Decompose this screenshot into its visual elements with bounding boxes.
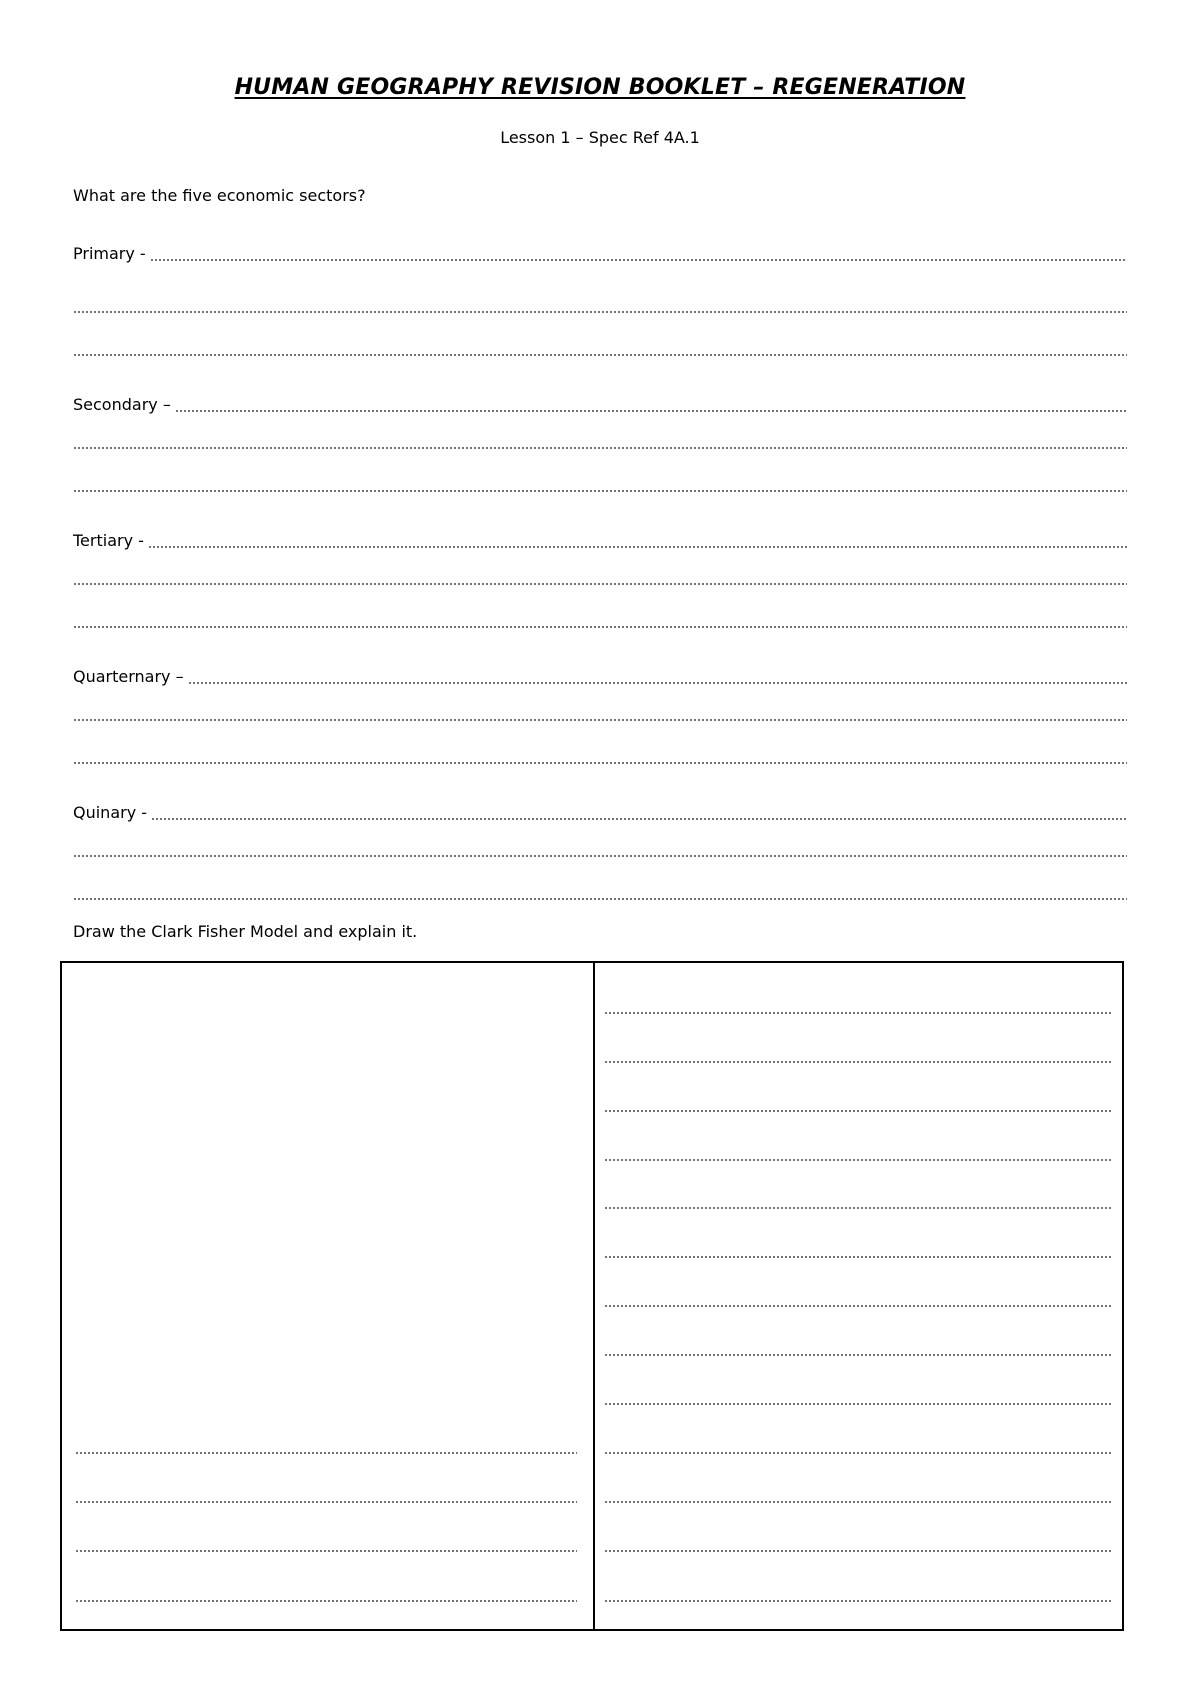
answer-line[interactable] xyxy=(604,1158,1112,1162)
answer-line[interactable] xyxy=(75,1451,577,1455)
answer-line[interactable] xyxy=(604,1402,1112,1406)
sector-quinary xyxy=(73,797,1127,821)
answer-line[interactable] xyxy=(73,718,1127,722)
sector-secondary xyxy=(73,389,1127,413)
clark-fisher-question: Draw the Clark Fisher Model and explain it. xyxy=(73,922,418,941)
answer-line[interactable] xyxy=(148,525,1127,549)
sector-label: Secondary – xyxy=(73,395,171,414)
answer-line[interactable] xyxy=(73,582,1127,586)
answer-line[interactable] xyxy=(604,1451,1112,1455)
sectors-question: What are the five economic sectors? xyxy=(73,186,366,205)
answer-line[interactable] xyxy=(73,897,1127,901)
sector-primary xyxy=(73,238,1127,262)
answer-line[interactable] xyxy=(73,353,1127,357)
answer-line[interactable] xyxy=(604,1206,1112,1210)
sector-label: Tertiary - xyxy=(73,531,144,550)
answer-line[interactable] xyxy=(604,1500,1112,1504)
answer-line[interactable] xyxy=(75,1500,577,1504)
sector-tertiary xyxy=(73,525,1127,549)
answer-line[interactable] xyxy=(604,1599,1112,1603)
sector-label: Quarternary – xyxy=(73,667,184,686)
sector-label: Quinary - xyxy=(73,803,148,822)
answer-line[interactable] xyxy=(604,1304,1112,1308)
answer-line[interactable] xyxy=(604,1060,1112,1064)
answer-line[interactable] xyxy=(73,854,1127,858)
answer-line[interactable] xyxy=(188,661,1127,685)
answer-box xyxy=(60,961,1124,1631)
answer-line[interactable] xyxy=(604,1109,1112,1113)
answer-line[interactable] xyxy=(73,489,1127,493)
page-title: HUMAN GEOGRAPHY REVISION BOOKLET – REGENERATION xyxy=(234,75,966,100)
sector-quarternary xyxy=(73,661,1127,685)
answer-line[interactable] xyxy=(604,1353,1112,1357)
answer-line[interactable] xyxy=(75,1599,577,1603)
sector-label: Primary - xyxy=(73,244,146,263)
answer-line[interactable] xyxy=(604,1549,1112,1553)
answer-line[interactable] xyxy=(73,761,1127,765)
answer-line[interactable] xyxy=(604,1011,1112,1015)
answer-line[interactable] xyxy=(73,446,1127,450)
answer-line[interactable] xyxy=(73,625,1127,629)
answer-line[interactable] xyxy=(604,1255,1112,1259)
answer-line[interactable] xyxy=(175,389,1127,413)
box-divider xyxy=(593,963,595,1629)
answer-line[interactable] xyxy=(151,797,1127,821)
answer-line[interactable] xyxy=(150,238,1127,262)
answer-line[interactable] xyxy=(75,1549,577,1553)
answer-line[interactable] xyxy=(73,310,1127,314)
lesson-subtitle: Lesson 1 – Spec Ref 4A.1 xyxy=(500,128,700,147)
